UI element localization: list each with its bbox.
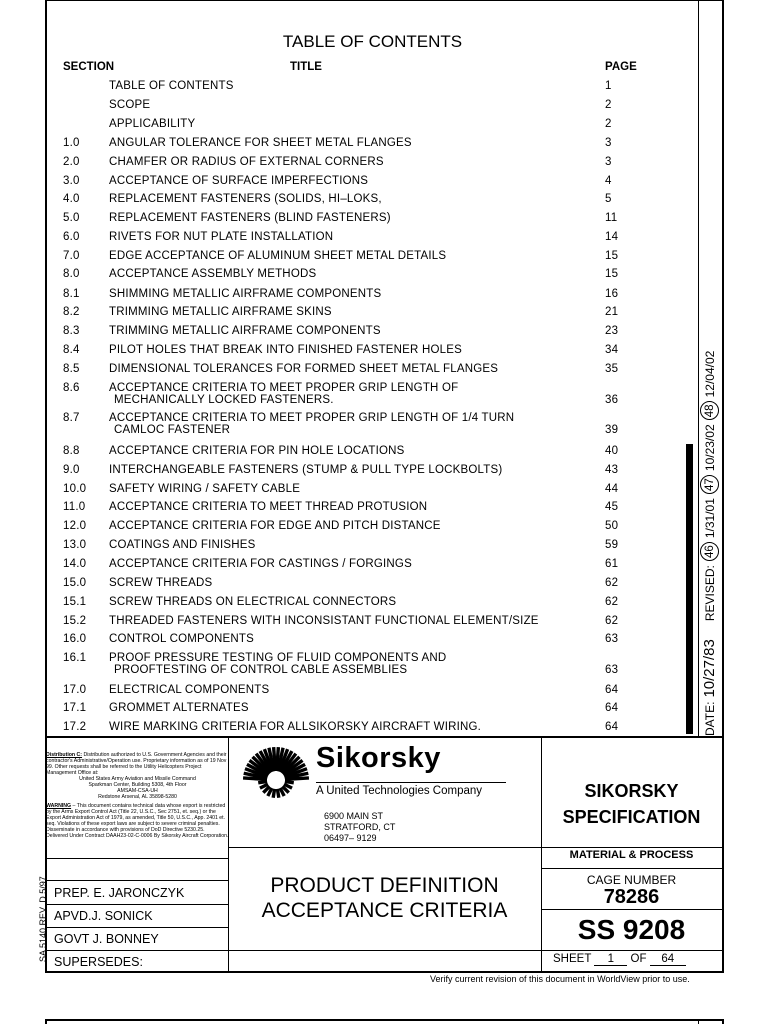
toc-page-number: 39 — [605, 424, 619, 436]
sikorsky-logo-icon — [240, 740, 312, 812]
spec-line-2: SPECIFICATION — [562, 807, 701, 827]
toc-section-number: 15.2 — [63, 615, 87, 627]
category-line — [541, 868, 724, 869]
address-line-1: 6900 MAIN ST — [324, 811, 384, 821]
original-date: 10/27/83 — [701, 639, 718, 698]
distribution-notice — [46, 752, 229, 839]
document-title — [228, 873, 541, 923]
dist-box-bottom — [45, 858, 229, 859]
toc-title: TABLE OF CONTENTS — [282, 32, 463, 51]
approved-by: APVD.J. SONICK — [54, 909, 153, 923]
sig-line-2 — [45, 904, 229, 905]
title-block-top-border — [45, 736, 724, 738]
toc-col-title: TITLE — [290, 61, 322, 73]
prepared-by: PREP. E. JARONCZYK — [54, 886, 185, 900]
toc-entry-title: TRIMMING METALLIC AIRFRAME COMPONENTS — [109, 325, 381, 337]
spec-category: MATERIAL & PROCESS — [569, 849, 694, 861]
toc-section-number: 15.1 — [63, 596, 87, 608]
sheet-info — [553, 953, 686, 966]
toc-entry-title-continued: CAMLOC FASTENER — [114, 424, 231, 436]
toc-entry-title: EDGE ACCEPTANCE OF ALUMINUM SHEET METAL DETAILS — [109, 250, 447, 262]
toc-section-number: 8.2 — [63, 306, 80, 318]
cage-line — [541, 909, 724, 910]
toc-page-number: 2 — [605, 99, 612, 111]
toc-page-number: 44 — [605, 483, 619, 495]
revision-column-divider — [698, 0, 699, 736]
toc-section-number: 7.0 — [63, 250, 80, 262]
company-block-bottom — [228, 847, 724, 848]
form-id: SA 5140 REV. D 5/97 — [38, 876, 48, 962]
toc-page-number: 3 — [605, 156, 612, 168]
spec-line-1: SIKORSKY — [584, 781, 679, 801]
contract-text: Delivered Under Contract DAAH23-02-C-0006 By Sikorsky Aircraft Corporation. — [46, 833, 229, 839]
sheet-number: 1 — [594, 953, 627, 966]
toc-entry-title: THREADED FASTENERS WITH INCONSISTANT FUNCTIONAL ELEMENT/SIZE — [109, 615, 539, 627]
next-page-left-border — [45, 1019, 47, 1024]
logo-rule — [316, 782, 506, 783]
revision-date-47: 10/23/02 — [702, 424, 717, 472]
toc-section-number: 16.1 — [63, 652, 87, 664]
toc-page-number: 15 — [605, 250, 619, 262]
sheet-total: 64 — [650, 953, 686, 966]
toc-entry-title: PROOF PRESSURE TESTING OF FLUID COMPONENTS AND — [109, 652, 447, 664]
logo-ray — [258, 781, 267, 782]
toc-page-number: 15 — [605, 268, 619, 280]
sig-line-1 — [45, 880, 229, 881]
logo-ray — [273, 789, 274, 798]
toc-entry-title: PILOT HOLES THAT BREAK INTO FINISHED FASTENER HOLES — [109, 344, 462, 356]
toc-page-number: 63 — [605, 633, 619, 645]
toc-page-number: 3 — [605, 137, 612, 149]
toc-entry-title: SCOPE — [109, 99, 151, 111]
toc-page-number: 36 — [605, 394, 619, 406]
distribution-address-1: United States Army Aviation and Missile Command — [79, 776, 196, 782]
toc-section-number: 5.0 — [63, 212, 80, 224]
of-label: OF — [630, 953, 647, 965]
toc-page-number: 40 — [605, 445, 619, 457]
toc-entry-title: ACCEPTANCE CRITERIA TO MEET THREAD PROTUSION — [109, 501, 428, 513]
page-frame-right — [722, 0, 724, 972]
toc-page-number: 34 — [605, 344, 619, 356]
toc-section-number: 9.0 — [63, 464, 80, 476]
next-page-right-border — [722, 1019, 724, 1024]
toc-entry-title: APPLICABILITY — [109, 118, 196, 130]
toc-entry-title: SAFETY WIRING / SAFETY CABLE — [109, 483, 301, 495]
supersedes-line — [45, 950, 724, 951]
toc-entry-title: REPLACEMENT FASTENERS (BLIND FASTENERS) — [109, 212, 391, 224]
document-title-line-1: PRODUCT DEFINITION — [270, 874, 499, 897]
toc-entry-title: ACCEPTANCE CRITERIA FOR EDGE AND PITCH DISTANCE — [109, 520, 441, 532]
toc-col-section: SECTION — [63, 61, 115, 73]
toc-page-number: 2 — [605, 118, 612, 130]
toc-entry-title: ACCEPTANCE OF SURFACE IMPERFECTIONS — [109, 175, 369, 187]
toc-entry-title: TABLE OF CONTENTS — [109, 80, 234, 92]
toc-page-number: 50 — [605, 520, 619, 532]
page-frame-top — [45, 0, 724, 1]
toc-entry-title: REPLACEMENT FASTENERS (SOLIDS, HI–LOKS, — [109, 193, 382, 205]
toc-entry-title: ANGULAR TOLERANCE FOR SHEET METAL FLANGES — [109, 137, 412, 149]
toc-entry-title: WIRE MARKING CRITERIA FOR ALLSIKORSKY AIRCRAFT WIRING. — [109, 721, 482, 733]
toc-section-number: 8.4 — [63, 344, 80, 356]
toc-entry-title: INTERCHANGEABLE FASTENERS (STUMP & PULL TYPE LOCKBOLTS) — [109, 464, 503, 476]
toc-entry-title: TRIMMING METALLIC AIRFRAME SKINS — [109, 306, 332, 318]
toc-section-number: 3.0 — [63, 175, 80, 187]
toc-section-number: 8.0 — [63, 268, 80, 280]
toc-entry-title: COATINGS AND FINISHES — [109, 539, 256, 551]
revision-number-46: 46 — [700, 542, 719, 561]
toc-entry-title: SCREW THREADS ON ELECTRICAL CONNECTORS — [109, 596, 397, 608]
distribution-address-3: AMSAM-CSA-UH — [117, 788, 158, 794]
toc-page-number: 1 — [605, 80, 612, 92]
toc-page-number: 62 — [605, 615, 619, 627]
supersedes-label: SUPERSEDES: — [54, 955, 143, 969]
revision-date-46: 1/31/01 — [702, 498, 717, 539]
toc-section-number: 8.5 — [63, 363, 80, 375]
toc-entry-title: ACCEPTANCE CRITERIA FOR PIN HOLE LOCATIONS — [109, 445, 405, 457]
company-address — [324, 811, 395, 844]
revision-number-47: 47 — [700, 475, 719, 494]
toc-section-number: 13.0 — [63, 539, 87, 551]
logo-ray — [285, 781, 294, 782]
toc-entry-title: GROMMET ALTERNATES — [109, 702, 249, 714]
toc-entry-title: ACCEPTANCE ASSEMBLY METHODS — [109, 268, 317, 280]
toc-col-page: PAGE — [605, 61, 637, 73]
company-name: Sikorsky — [316, 742, 441, 774]
logo-ray — [243, 778, 267, 780]
toc-page-number: 64 — [605, 721, 619, 733]
toc-section-number: 11.0 — [63, 501, 86, 513]
toc-page-number: 45 — [605, 501, 619, 513]
toc-entry-title: ACCEPTANCE CRITERIA TO MEET PROPER GRIP LENGTH OF — [109, 382, 459, 394]
toc-page-number: 21 — [605, 306, 619, 318]
toc-page-number: 62 — [605, 577, 619, 589]
revision-change-bar — [686, 444, 693, 734]
toc-section-number: 12.0 — [63, 520, 87, 532]
toc-page-number: 59 — [605, 539, 619, 551]
toc-section-number: 2.0 — [63, 156, 80, 168]
toc-section-number: 17.2 — [63, 721, 87, 733]
toc-page-number: 14 — [605, 231, 619, 243]
company-subtitle: A United Technologies Company — [316, 785, 483, 797]
toc-entry-title: RIVETS FOR NUT PLATE INSTALLATION — [109, 231, 334, 243]
toc-section-number: 15.0 — [63, 577, 87, 589]
title-block-bottom-border — [45, 971, 724, 973]
toc-page-number: 35 — [605, 363, 619, 375]
toc-page-number: 5 — [605, 193, 612, 205]
date-label: DATE: — [702, 701, 717, 736]
toc-entry-title: ACCEPTANCE CRITERIA FOR CASTINGS / FORGINGS — [109, 558, 412, 570]
logo-ray — [277, 747, 279, 771]
toc-section-number: 16.0 — [63, 633, 87, 645]
toc-section-number: 17.0 — [63, 684, 87, 696]
revised-label: REVISED: — [702, 565, 717, 622]
next-page-inner-border — [698, 1019, 699, 1024]
toc-entry-title: DIMENSIONAL TOLERANCES FOR FORMED SHEET METAL FLANGES — [109, 363, 499, 375]
toc-entry-title: ELECTRICAL COMPONENTS — [109, 684, 270, 696]
toc-entry-title: SHIMMING METALLIC AIRFRAME COMPONENTS — [109, 288, 382, 300]
sheet-label: SHEET — [553, 953, 592, 965]
government-approval: GOVT J. BONNEY — [54, 932, 159, 946]
toc-section-number: 1.0 — [63, 137, 80, 149]
toc-section-number: 17.1 — [63, 702, 87, 714]
toc-page-number: 11 — [605, 212, 618, 224]
toc-page-number: 16 — [605, 288, 619, 300]
document-title-line-2: ACCEPTANCE CRITERIA — [261, 899, 508, 922]
revision-number-48: 48 — [700, 401, 719, 420]
toc-page-number: 63 — [605, 664, 619, 676]
toc-page-number: 4 — [605, 175, 612, 187]
revision-block — [700, 351, 719, 736]
toc-section-number: 8.3 — [63, 325, 80, 337]
toc-page-number: 61 — [605, 558, 619, 570]
warning-text: – This document contains technical data whose export is restricted by the Arms Export Control Act (Title 22, U.S.C., Sec 2751, et. seq.) or the Export Administration Act of 1979, as amended, Title 50, U.S.C., App. 2401 et. seq. Violations of these export laws are subject to severe criminal penalties. Disseminate in accordance with provisions of DoD Directive 5230.25. — [46, 803, 226, 833]
spec-heading — [541, 778, 722, 830]
toc-section-number: 8.8 — [63, 445, 80, 457]
distribution-heading: Distribution C: — [46, 752, 83, 758]
logo-ray — [277, 789, 278, 798]
sig-line-3 — [45, 927, 229, 928]
warning-heading: WARNING — [46, 803, 72, 809]
address-line-2: STRATFORD, CT — [324, 822, 396, 832]
toc-page-number: 62 — [605, 596, 619, 608]
toc-entry-title: SCREW THREADS — [109, 577, 213, 589]
address-line-3: 06497– 9129 — [324, 833, 377, 843]
cage-number: 78286 — [603, 886, 660, 908]
distribution-address-2: Sparkman Center, Building 5308, 4th Floor — [88, 782, 187, 788]
toc-entry-title: ACCEPTANCE CRITERIA TO MEET PROPER GRIP LENGTH OF 1/4 TURN — [109, 412, 515, 424]
footnote: Verify current revision of this document in WorldView prior to use. — [430, 974, 690, 984]
revision-date-48: 12/04/02 — [702, 350, 717, 398]
toc-page-number: 64 — [605, 684, 619, 696]
toc-entry-title-continued: PROOFTESTING OF CONTROL CABLE ASSEMBLIES — [114, 664, 408, 676]
toc-section-number: 4.0 — [63, 193, 80, 205]
toc-section-number: 8.1 — [63, 288, 80, 300]
toc-entry-title-continued: MECHANICALLY LOCKED FASTENERS. — [114, 394, 334, 406]
cage-label: CAGE NUMBER — [586, 873, 677, 887]
toc-section-number: 8.6 — [63, 382, 80, 394]
toc-entry-title: CONTROL COMPONENTS — [109, 633, 255, 645]
toc-section-number: 10.0 — [63, 483, 87, 495]
toc-page-number: 23 — [605, 325, 619, 337]
distribution-text: Distribution authorized to U.S. Government Agencies and their contractor's Administrative/Operation use. Proprietary information as of 19 Nov 99. Other requests shall be referred to the Utility Helicopters Project Management Office at: — [46, 752, 227, 776]
toc-section-number: 8.7 — [63, 412, 80, 424]
toc-section-number: 14.0 — [63, 558, 87, 570]
spec-number: SS 9208 — [577, 914, 686, 945]
toc-page-number: 43 — [605, 464, 619, 476]
toc-section-number: 6.0 — [63, 231, 80, 243]
next-page-top-border — [45, 1019, 724, 1021]
toc-entry-title: CHAMFER OR RADIUS OF EXTERNAL CORNERS — [109, 156, 384, 168]
toc-page-number: 64 — [605, 702, 619, 714]
distribution-address-4: Redstone Arsenal, AL 35898-5280 — [98, 794, 177, 800]
